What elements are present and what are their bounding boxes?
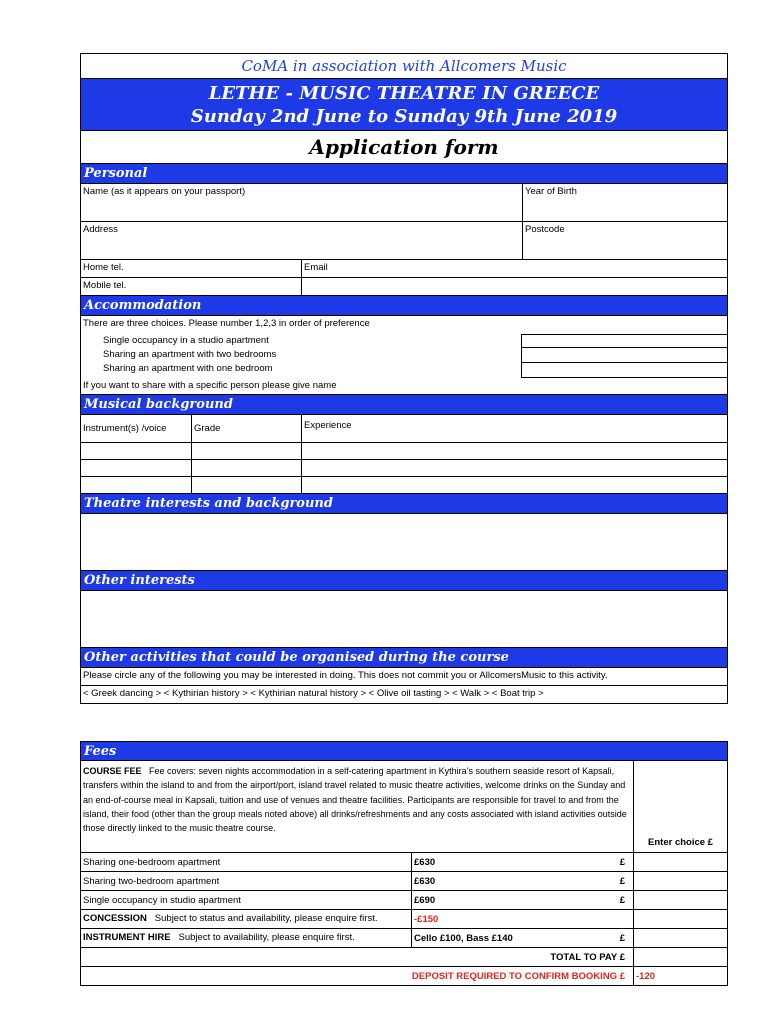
year-of-birth-field[interactable]	[522, 184, 727, 221]
course-fee-description	[81, 761, 633, 852]
email-field[interactable]	[301, 260, 727, 277]
title-line-1: LETHE - MUSIC THEATRE IN GREECE	[208, 83, 600, 104]
home-tel-label: Home tel.	[83, 262, 124, 273]
section-accommodation: Accommodation	[80, 296, 728, 316]
instrument-hire-choice-input[interactable]	[633, 929, 727, 947]
concession-label: CONCESSION	[83, 913, 147, 924]
home-tel-field[interactable]	[81, 260, 301, 277]
col-grade: Grade	[191, 415, 301, 442]
accommodation-option-3: Sharing an apartment with one bedroom	[103, 363, 273, 374]
activities-list[interactable]: < Greek dancing > < Kythirian history > < Kythirian natural history > < Olive oil tasting > < Walk > < Boat trip >	[80, 686, 728, 704]
fee-row	[80, 853, 728, 872]
concession-text: Subject to status and availability, please enquire first.	[154, 913, 378, 924]
preference-box-1[interactable]	[521, 334, 727, 348]
total-input[interactable]	[633, 948, 727, 966]
deposit-value: -120	[633, 967, 727, 985]
accommodation-option-2: Sharing an apartment with two bedrooms	[103, 349, 277, 360]
musical-row[interactable]	[80, 460, 728, 477]
instrument-hire-label: INSTRUMENT HIRE	[83, 932, 171, 943]
mobile-label: Mobile tel.	[83, 280, 127, 291]
mobile-field[interactable]	[301, 278, 727, 295]
fee-row	[80, 891, 728, 910]
year-label: Year of Birth	[525, 186, 577, 197]
fee-pound: £	[619, 876, 625, 887]
total-row	[80, 948, 728, 967]
instrument-hire-description	[81, 929, 411, 947]
col-instrument: Instrument(s) /voice	[83, 423, 167, 434]
name-label: Name (as it appears on your passport)	[83, 186, 246, 197]
share-note[interactable]: If you want to share with a specific person please give name	[80, 378, 728, 395]
section-personal: Personal	[80, 164, 728, 184]
section-activities: Other activities that could be organised during the course	[80, 648, 728, 668]
fee-price: £690	[411, 891, 527, 909]
instrument-hire-price: Cello £100, Bass £140	[411, 929, 527, 947]
course-fee-label: COURSE FEE	[83, 766, 142, 776]
section-musical-background: Musical background	[80, 395, 728, 415]
postcode-label: Postcode	[525, 224, 565, 235]
concession-choice-input[interactable]	[633, 910, 727, 928]
fee-price: £630	[411, 853, 527, 871]
fees-section	[80, 741, 728, 986]
fee-choice-input[interactable]	[633, 872, 727, 890]
fee-label: Sharing one-bedroom apartment	[83, 857, 221, 868]
instrument-hire-text: Subject to availability, please enquire first.	[178, 932, 355, 943]
address-label: Address	[83, 224, 118, 235]
section-other-interests: Other interests	[80, 571, 728, 591]
address-row	[80, 222, 728, 260]
fee-label: Sharing two-bedroom apartment	[83, 876, 220, 887]
accommodation-options	[80, 334, 728, 378]
course-fee-text: Fee covers: seven nights accommodation in a self-catering apartment in Kythira’s southern seaside resort of Kapsali, transfers within the island to and from the airport/port, island travel related to music theatre activities, welcome drinks on the Sunday and an end-of-course meal in Kapsali, tuition and use of venues and theatre facilities. Participants are responsible for travel to and from the island, their food (other than the group meals noted above) all drinks/refreshments and any costs associated with island activities outside those directly linked to the music theatre course.	[83, 766, 627, 834]
accommodation-option-1: Single occupancy in a studio apartment	[103, 335, 269, 346]
total-label: TOTAL TO PAY £	[550, 952, 625, 963]
deposit-row	[80, 967, 728, 986]
fee-label: Single occupancy in studio apartment	[83, 895, 241, 906]
concession-description	[81, 910, 411, 928]
section-theatre-interests: Theatre interests and background	[80, 494, 728, 514]
concession-price: -£150	[411, 910, 527, 928]
postcode-field[interactable]	[522, 222, 727, 259]
fee-price: £630	[411, 872, 527, 890]
form-title: Application form	[80, 131, 728, 164]
preference-box-3[interactable]	[521, 363, 727, 378]
title-line-2: Sunday 2nd June to Sunday 9th June 2019	[190, 106, 618, 127]
fee-pound: £	[619, 895, 625, 906]
name-row	[80, 184, 728, 222]
section-fees: Fees	[80, 741, 728, 761]
application-form	[80, 53, 728, 704]
address-field[interactable]	[81, 222, 522, 259]
fee-pound: £	[619, 857, 625, 868]
instrument-hire-row	[80, 929, 728, 948]
other-interests-field[interactable]	[80, 591, 728, 648]
musical-row[interactable]	[80, 443, 728, 460]
accommodation-intro: There are three choices. Please number 1,2,3 in order of preference	[80, 316, 728, 334]
theatre-interests-field[interactable]	[80, 514, 728, 571]
fee-choice-input[interactable]	[633, 891, 727, 909]
musical-header-row	[80, 415, 728, 443]
deposit-label: DEPOSIT REQUIRED TO CONFIRM BOOKING £	[411, 971, 625, 982]
email-label: Email	[304, 262, 328, 273]
concession-row	[80, 910, 728, 929]
col-experience: Experience	[301, 415, 727, 442]
association-line: CoMA in association with Allcomers Music	[80, 53, 728, 79]
name-field[interactable]	[81, 184, 522, 221]
activities-intro: Please circle any of the following you may be interested in doing. This does not commit you or AllcomersMusic to this activity.	[80, 668, 728, 686]
fee-row	[80, 872, 728, 891]
musical-row[interactable]	[80, 477, 728, 494]
title-banner	[80, 79, 728, 131]
preference-box-2[interactable]	[521, 348, 727, 363]
mobile-row	[80, 278, 728, 296]
instrument-hire-pound: £	[619, 933, 625, 944]
tel-row	[80, 260, 728, 278]
fee-choice-input[interactable]	[633, 853, 727, 871]
course-fee-row	[80, 761, 728, 853]
enter-choice-label: Enter choice £	[633, 761, 727, 852]
